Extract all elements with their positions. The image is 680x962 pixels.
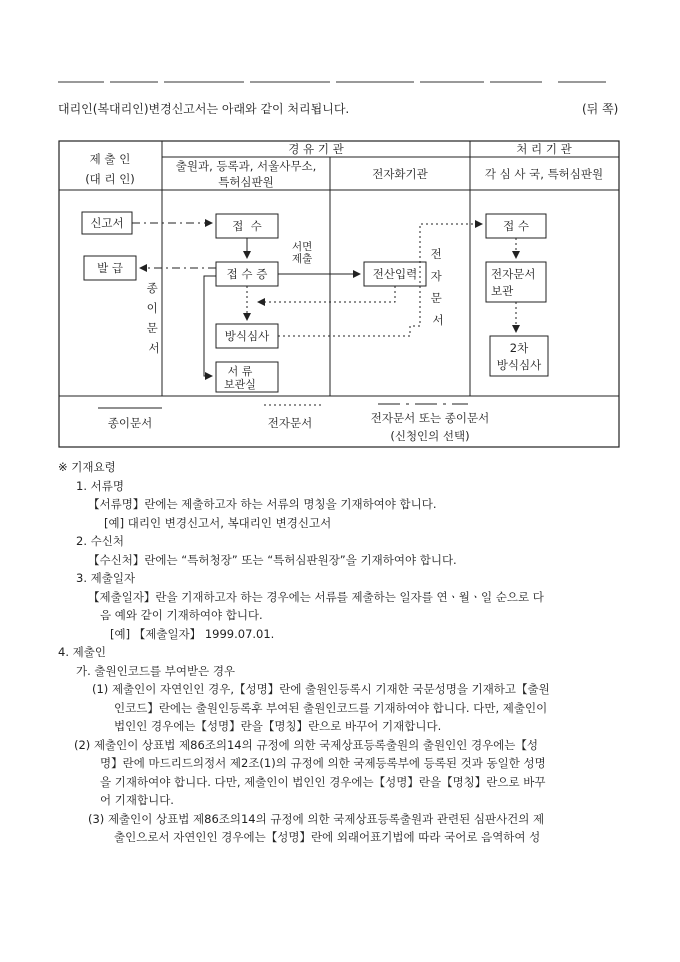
- second-check-label-2: 방식심사: [496, 358, 542, 372]
- computer-input-box-label: 전산입력: [372, 267, 418, 281]
- header-submitter-sub: (대 리 인): [85, 172, 135, 186]
- header-digitizer: 전자화기관: [372, 167, 428, 181]
- s4-a1-2: 인코드】란에는 출원인등록후 부여된 출원인코드를 기재하여야 합니다. 다만, 제출인이: [114, 700, 548, 715]
- paper-doc-char: 종: [146, 281, 158, 295]
- receive-box-2-label: 접 수: [503, 219, 529, 233]
- s4-a1-3: 법인인 경우에는【성명】란을【명칭】란으로 바꾸어 기재합니다.: [114, 719, 442, 733]
- written-label-1: 서면: [292, 241, 313, 253]
- processing-flowchart: [58, 140, 622, 450]
- edoc-char: 자: [430, 269, 442, 283]
- header-submitter: 제 출 인: [89, 152, 131, 166]
- doc-store-label-2: 보관실: [224, 378, 256, 391]
- s3-text-2: 음 예와 같이 기재하여야 합니다.: [100, 608, 263, 622]
- edoc-store-label-1: 전자문서: [491, 267, 536, 281]
- method-check-box-label: 방식심사: [224, 329, 270, 343]
- legend-edoc-label: 전자문서: [267, 416, 313, 430]
- s3-title: 3. 제출일자: [76, 571, 136, 585]
- page-intro-text: 대리인(복대리인)변경신고서는 아래와 같이 처리됩니다.: [58, 102, 350, 116]
- s4-a2-4: 어 기재합니다.: [100, 793, 174, 807]
- receive-box-1-label: 접 수: [232, 219, 262, 233]
- receipt-cert-box-label: 접 수 증: [226, 267, 268, 281]
- edoc-char: 서: [432, 313, 444, 327]
- s3-text-1: 【제출일자】란을 기재하고자 하는 경우에는 서류를 제출하는 일자를 연ㆍ월ㆍ일 순으로 다: [88, 589, 544, 604]
- s2-title: 2. 수신처: [76, 534, 124, 548]
- issue-box-label: 발 급: [97, 261, 123, 275]
- doc-store-label-1: 서 류: [227, 365, 253, 378]
- arrow-input-to-left: [258, 286, 395, 302]
- s4-title: 4. 제출인: [58, 645, 106, 659]
- header-via-sub: 출원과, 등록과, 서울사무소,: [175, 159, 317, 173]
- s4-a2-3: 을 기재하여야 합니다. 다만, 제출인이 법인인 경우에는【성명】란을【명칭】란으로 바꾸: [100, 774, 546, 789]
- second-check-label-1: 2차: [509, 341, 529, 355]
- written-label-2: 제출: [292, 253, 313, 265]
- legend-either-label-2: (신청인의 선택): [390, 429, 470, 443]
- s4-a: 가. 출원인코드를 부여받은 경우: [76, 663, 236, 678]
- edoc-char: 전: [430, 247, 442, 261]
- writing-guide: [58, 458, 628, 847]
- flowchart-frame: [59, 141, 619, 447]
- legend-either-label-1: 전자문서 또는 종이문서: [370, 411, 490, 425]
- s4-a3-1: (3) 제출인이 상표법 제86조의14의 규정에 의한 국제상표등록출원과 관련된 심판사건의 제: [88, 811, 545, 826]
- s1-example: [예] 대리인 변경신고서, 복대리인 변경신고서: [104, 515, 332, 530]
- guide-heading: ※ 기재요령: [58, 460, 116, 474]
- paper-doc-char: 이: [146, 301, 158, 315]
- paper-doc-char: 문: [146, 321, 158, 335]
- header-via-sub2: 특허심판원: [218, 175, 274, 189]
- header-processor: 처 리 기 관: [516, 142, 572, 156]
- arrow-to-doc-store: [204, 276, 216, 376]
- header-processor-sub: 각 심 사 국, 특허심판원: [484, 167, 604, 181]
- legend-paper-label: 종이문서: [107, 416, 153, 430]
- report-box-label: 신고서: [90, 216, 124, 230]
- edoc-char: 문: [430, 291, 442, 305]
- header-via: 경 유 기 관: [288, 142, 344, 156]
- edoc-store-label-2: 보관: [491, 284, 514, 298]
- edoc-vertical-label: [431, 247, 446, 327]
- s1-text: 【서류명】란에는 제출하고자 하는 서류의 명칭을 기재하여야 합니다.: [88, 497, 437, 511]
- s3-example: [예] 【제출일자】 1999.07.01.: [110, 626, 275, 641]
- back-side-label: (뒤 쪽): [582, 102, 619, 116]
- s2-text: 【수신처】란에는 “특허청장” 또는 “특허심판원장”을 기재하여야 합니다.: [88, 552, 457, 567]
- s4-a1-1: (1) 제출인이 자연인인 경우,【성명】란에 출원인등록시 기재한 국문성명을 기재하고【출원: [92, 682, 550, 696]
- paper-doc-char: 서: [148, 341, 160, 355]
- paper-doc-vertical-label: [147, 281, 162, 355]
- s4-a2-2: 명】란에 마드리드의정서 제2조(1)의 규정에 의한 국제등록부에 등록된 것과 동일한 성명: [100, 756, 546, 770]
- s4-a2-1: (2) 제출인이 상표법 제86조의14의 규정에 의한 국제상표등록출원의 출원인인 경우에는【성: [74, 737, 539, 752]
- s1-title: 1. 서류명: [76, 478, 124, 493]
- s4-a3-2: 출인으로서 자연인인 경우에는【성명】란에 외래어표기법에 따라 국어로 음역하여 성: [114, 830, 541, 844]
- header-divider: [58, 80, 618, 84]
